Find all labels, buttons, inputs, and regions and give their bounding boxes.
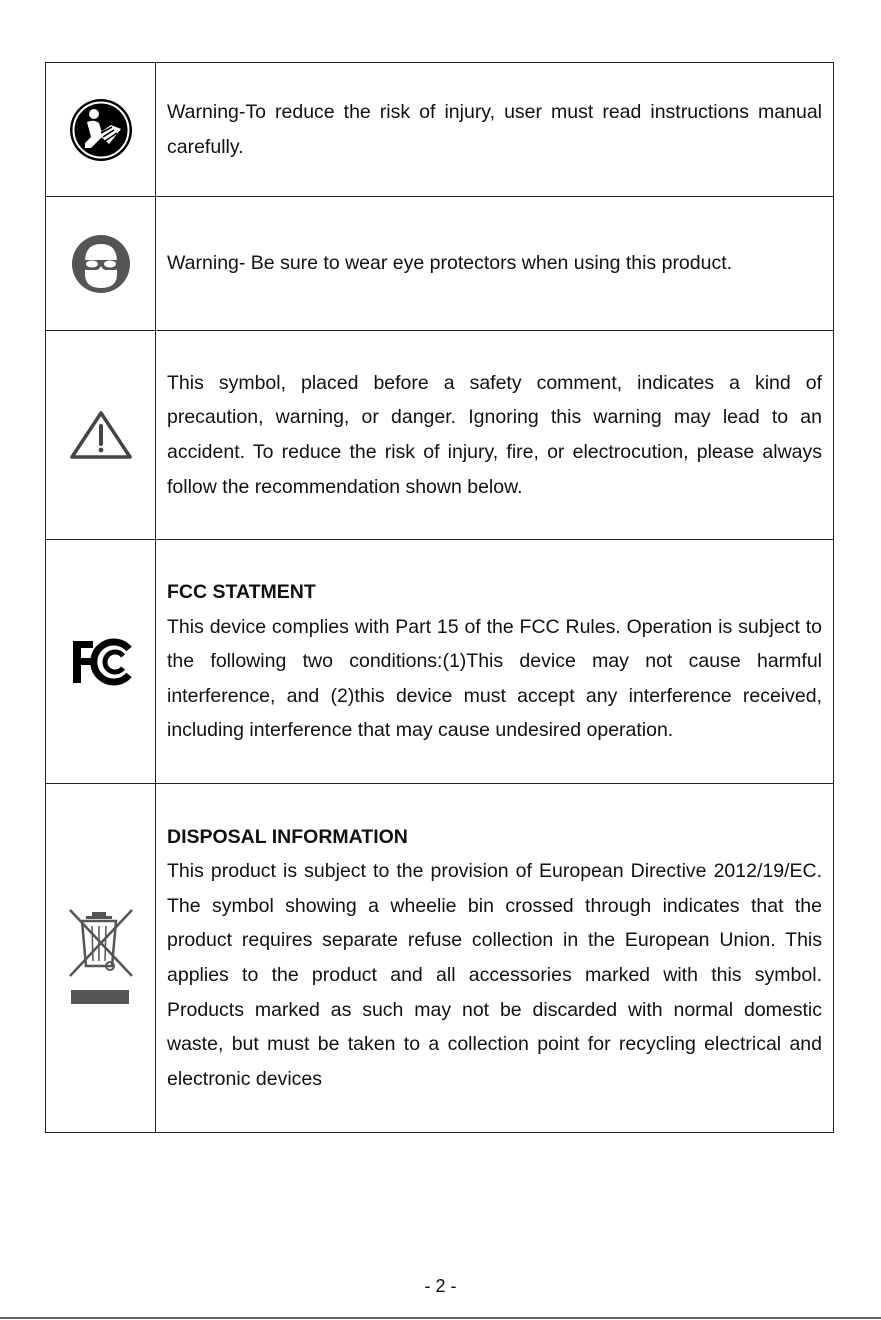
disposal-info-text: This product is subject to the provision of European Directive 2012/19/EC. The symbol showing a wheelie bin crossed through indicates that the product requires separate refuse collection in the European Union. This applies to the product and all accessories marked with this symbol. Products marked as such may not be discarded with normal domestic waste, but must be taken to a collection point for recycling electrical and electronic devices [167,860,822,1090]
caution-symbol-text: This symbol, placed before a safety comment, indicates a kind of precaution, warning, or danger. Ignoring this warning may lead to an accident. To reduce the risk of injury, fire, or electrocution, please always follow the recommendation shown below. [167,371,822,498]
warning-triangle-icon [69,410,133,460]
icon-cell [46,540,156,783]
icon-cell [46,784,156,1132]
fcc-statement-text: This device complies with Part 15 of the FCC Rules. Operation is subject to the following two conditions:(1)This device may not cause harmful interference, and (2)this device must accept any interference received, including interference that may cause undesired operation. [167,615,822,742]
crossed-wheelie-bin-icon [66,908,136,1008]
table-row [45,197,834,331]
eye-protection-warning-text: Warning- Be sure to wear eye protectors when using this product. [167,252,733,275]
icon-cell [46,197,156,330]
icon-cell [46,63,156,196]
text-cell [156,784,833,1132]
table-row [45,540,834,784]
text-cell [156,63,833,196]
page-bottom-rule [0,1317,881,1319]
table-row [45,784,834,1133]
table-row [45,63,834,197]
fcc-logo-icon [69,637,133,687]
disposal-info-heading: DISPOSAL INFORMATION [167,825,408,848]
text-cell [156,331,833,539]
read-manual-icon [69,96,133,164]
eye-protection-icon [68,234,134,294]
icon-cell [46,331,156,539]
page-number: - 2 - [424,1276,457,1296]
text-cell [156,540,833,783]
table-row [45,331,834,540]
safety-symbols-table [45,62,834,1133]
read-manual-warning-text: Warning-To reduce the risk of injury, user must read instructions manual carefully. [167,100,822,158]
text-cell [156,197,833,330]
fcc-statement-heading: FCC STATMENT [167,581,316,604]
